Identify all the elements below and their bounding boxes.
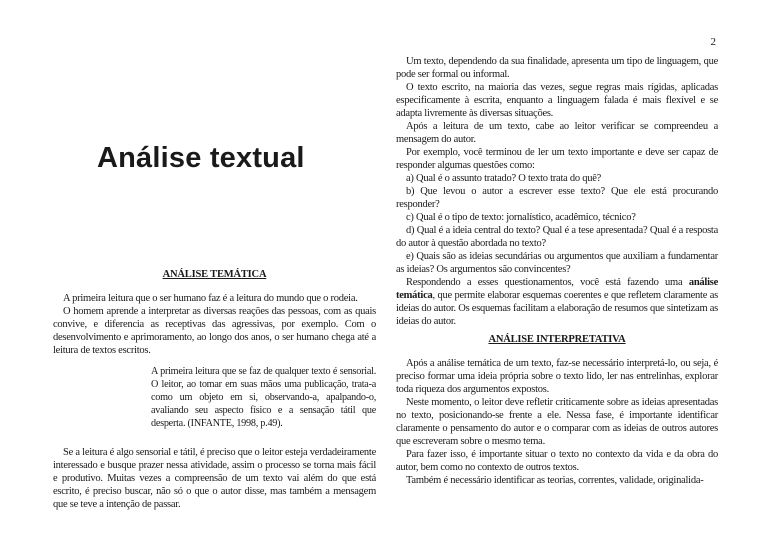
paragraph: A primeira leitura que o ser humano faz é a leitura do mundo que o rodeia. — [63, 293, 358, 304]
paragraph: Após a análise temática de um texto, faz-se necessário interpretá-lo, ou seja, é preciso formar uma ideia própria sobre o texto lido, ler nas entrelinhas, explorar toda riqueza dos argumentos expostos. — [396, 358, 718, 395]
question-item: c) Qual é o tipo de texto: jornalístico, acadêmico, técnico? — [406, 212, 636, 223]
question-item: d) Qual é a ideia central do texto? Qual é a tese apresentada? Qual é a resposta do autor à questão abordada no texto? — [396, 225, 718, 249]
question-item: b) Que levou o autor a escrever esse texto? Que ele está procurando responder? — [396, 186, 718, 210]
summary-text-end: , que permite elaborar esquemas coerentes e que refletem claramente as ideias do autor. Os esquemas facilitam a elaboração de resumos que sintetizam as ideias do autor. — [396, 290, 719, 327]
section-heading-analise-interpretativa: ANÁLISE INTERPRETATIVA — [488, 334, 626, 345]
summary-text-start: Respondendo a esses questionamentos, você está fazendo uma — [406, 277, 689, 288]
paragraph: Neste momento, o leitor deve refletir criticamente sobre as ideias apresentadas no texto, posicionando-se frente a ele. Nessa fase, é importante identificar claramente o pensamento do autor e o comparar com as ideias de outros autores que escreveram sobre o mesmo tema. — [396, 397, 718, 447]
summary-bold-term: análise temática — [396, 277, 718, 301]
document-title: Análise textual — [97, 142, 305, 174]
block-quote — [151, 365, 376, 430]
paragraph: O texto escrito, na maioria das vezes, segue regras mais rígidas, aplicadas especificamente à escrita, enquanto a linguagem falada é mais flexível e se adapta livremente às diversas situações. — [396, 82, 718, 119]
page-number: 2 — [710, 36, 716, 48]
paragraph: O homem aprende a interpretar as diversas reações das pessoas, com as quais convive, e diferencia as receptivas das agressivas, por exemplo. Com o desenvolvimento e aprimoramento, ao longo dos anos, o ser humano chega até a leitura de textos escritos. — [53, 306, 376, 356]
quote-text: A primeira leitura que se faz de qualquer texto é sensorial. O leitor, ao tomar em suas mãos uma publicação, trata-a como um objeto em si, observando-a, apalpando-o, avaliando seu aspecto físico e a sensação tátil que desperta. (INFANTE, 1998, p.49). — [151, 366, 376, 429]
paragraph: Se a leitura é algo sensorial e tátil, é preciso que o leitor esteja verdadeiramente interessado e busque prazer nessa atividade, assim o processo se torna mais fácil e produtivo. Muitas vezes a compreensão de um texto vai além do que está escrito, é preciso buscar, não só o que o autor disse, mas também a mensagem que se teve a intenção de passar. — [53, 447, 376, 510]
paragraph: Um texto, dependendo da sua finalidade, apresenta um tipo de linguagem, que pode ser formal ou informal. — [396, 56, 718, 80]
right-column — [396, 55, 718, 487]
question-item: e) Quais são as ideias secundárias ou argumentos que auxiliam a fundamentar as ideias? Os argumentos são convincentes? — [396, 251, 718, 275]
left-column — [53, 130, 376, 511]
paragraph: Após a leitura de um texto, cabe ao leitor verificar se compreendeu a mensagem do autor. — [396, 121, 718, 145]
paragraph: Por exemplo, você terminou de ler um texto importante e deve ser capaz de responder algumas questões como: — [396, 147, 718, 171]
paragraph: Também é necessário identificar as teorias, correntes, validade, originalida- — [406, 475, 704, 486]
paragraph: Para fazer isso, é importante situar o texto no contexto da vida e da obra do autor, bem como no contexto de outros textos. — [396, 449, 718, 473]
summary-paragraph — [396, 276, 718, 328]
section-heading-analise-tematica: ANÁLISE TEMÁTICA — [162, 269, 267, 280]
question-item: a) Qual é o assunto tratado? O texto trata do quê? — [406, 173, 602, 184]
